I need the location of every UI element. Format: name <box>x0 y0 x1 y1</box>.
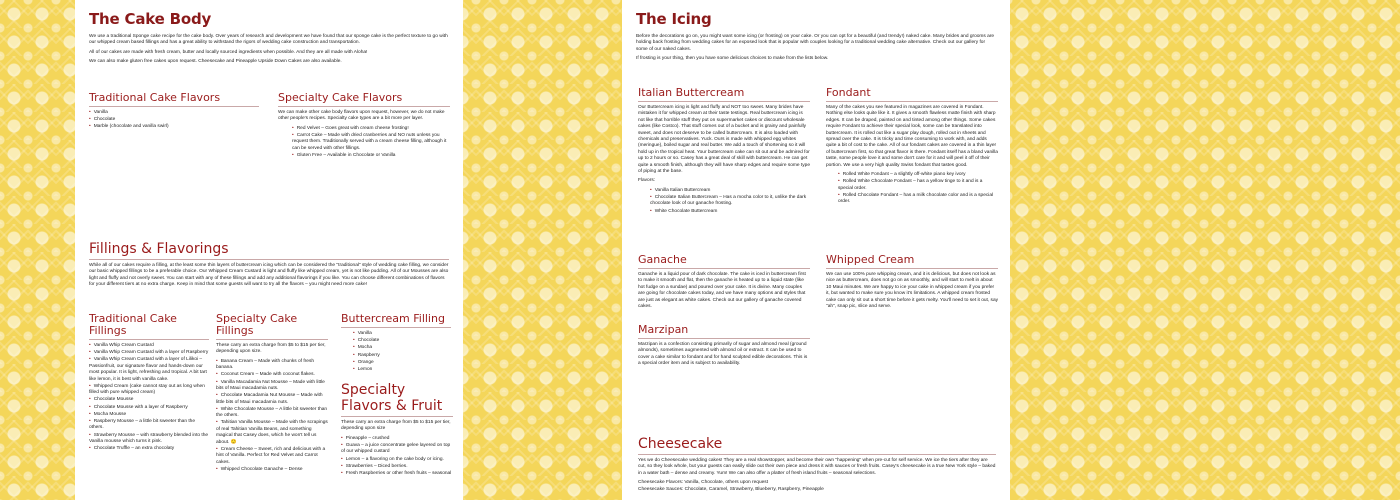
fondant-title: Fondant <box>826 87 998 102</box>
spec-fillings-title: Specialty Cake Fillings <box>216 313 328 340</box>
list-item: • Marble (chocolate and vanilla swirl) <box>89 124 259 130</box>
list-item: • Coconut Cream – Made with coconut flakes. <box>216 372 328 378</box>
italian-body: Our Buttercream icing is light and fluffy and NOT too sweet. Many brides have mistaken it for whipped cream at their taste testings. Real buttercream icing is not like that horrible stuff they put on supermarket cakes or discount wholesale cakes (like Costco). That stuff comes out of a bucket and is grainy and painfully sweet, and does not deserve to be called buttercream. It is also loaded with chemicals and preservatives. Yuck. Ours is made with whipped egg whites (meringue), boiled sugar and real butter. We add a touch of shortening so it will hold up in the tropical heat. Your buttercream cake can sit out and be admired for up to 2 hours or so. Casey has a great deal of skill with buttercream. He can get quite a smooth finish, although they will have sharp edges and require some type of piping at the base. <box>638 105 810 175</box>
spec-fruit-intro: These carry an extra charge from $5 to $15 per tier, depending upon size <box>341 420 451 432</box>
trad-fillings-section <box>89 313 209 453</box>
list-item: • Chocolate Macadamia Nut Mousse – Made with little bits of Maui macadamia nuts. <box>216 393 328 406</box>
list-item: • Carrot Cake – Made with dried cranberries and NO nuts unless you request them. Traditionally served with a cream cheese filling, although it can be served with other fillings. <box>292 133 450 152</box>
cake-body-p2: All of our cakes are made with fresh cream, butter and locally sourced ingredients when possible. And they are all made with Aloha! <box>89 49 368 55</box>
cake-body-p1: We use a traditional Sponge cake recipe for the cake body. Over years of research and development we have found that our sponge cake is the perfect texture to go with our whipped cream based fillings and has a great ability to withstand the rigors of wedding cake construction and transportation. <box>89 34 448 46</box>
icing-title: The Icing <box>636 10 712 28</box>
trad-fillings-title: Traditional Cake Fillings <box>89 313 209 340</box>
list-item: • Lemon – a flavoring on the cake body or icing. <box>341 457 453 463</box>
italian-section <box>638 87 810 216</box>
marzipan-body: Marzipan is a confection consisting primarily of sugar and almond meal (ground almonds), sometimes augmented with almond oil or extract. It can be used to cover a cake similar to fondant and for hand sculpted edible decorations. This is a special order item and is subject to availability. <box>638 342 808 367</box>
fondant-body: Many of the cakes you see featured in magazines are covered in Fondant. Nothing else looks quite like it. It gives a smooth flawless matte finish with sharp edges. It can be draped, painted on and tinted among other things. Some cakes require Fondant to achieve their special look, some can be translated into buttercream. It is rolled out like a sugar play dough, rolled out in sheets and spread over the cake. It is tricky and time consuming to work with, and adds quite a bit of cost to the cake. All of our fondant cakes are covered in a thin layer of buttercream first, so that great flavor is there. Fondant itself has a bland vanilla taste, some people love it and some don't care for it and will peel it off of their portion. We use a very high quality Swiss fondant that tastes good. <box>826 105 998 168</box>
ganache-title: Ganache <box>638 254 810 269</box>
ganache-section <box>638 254 810 313</box>
list-item: • Vanilla Whip Cream Custard with a layer of Raspberry <box>89 350 209 356</box>
cake-body-p3: We can also make gluten free cakes upon request. Cheesecake and Pineapple Upside Down Cakes are also available. <box>89 59 342 65</box>
list-item: • Whipped Cream (cake cannot stay out as long when filled with pure whipped cream) <box>89 384 209 397</box>
list-item: • Vanilla <box>353 331 451 337</box>
spec-fruit-section <box>341 382 453 478</box>
list-item: • Vanilla Macadamia Nut Mousse – Made with little bits of Maui macadamia nuts. <box>216 380 328 393</box>
list-item: • Cream Cheese – Sweet, rich and delicious with a hint of Vanilla. Perfect for Red Velvet and Carrot cakes. <box>216 447 328 466</box>
list-item: • Rolled White Chocolate Fondant – has a yellow tinge to it and is a special order. <box>838 179 998 192</box>
italian-flavors-label: Flavors: <box>638 178 656 184</box>
list-item: • Guava – a juice concentrate gelee layered on top of our whipped custard <box>341 443 453 456</box>
fillings-section <box>89 241 449 292</box>
list-item: • Chocolate Mousse <box>89 397 209 403</box>
spec-fruit-title: Specialty Flavors & Fruit <box>341 382 453 417</box>
list-item: • Mocha <box>353 345 451 351</box>
cheesecake-flavors: Cheesecake Flavors: Vanilla, Chocolate, others upon request <box>638 480 769 486</box>
icing-p2: If frosting is your thing, then you have some delicious choices to make from the lists below. <box>636 56 829 62</box>
list-item: • Strawberries – Diced berries. <box>341 464 453 470</box>
cheesecake-section <box>638 436 996 496</box>
list-item: • Vanilla Italian Buttercream <box>650 188 810 194</box>
marzipan-section <box>638 324 810 371</box>
traditional-flavors-section <box>89 92 259 132</box>
list-item: • Vanilla Whip Cream Custard <box>89 343 209 349</box>
list-item: • Chocolate Italian Buttercream – Has a mocha color to it, unlike the dark chocolate look of our ganache frosting. <box>650 195 810 208</box>
italian-title: Italian Buttercream <box>638 87 810 102</box>
list-item: • Gluten Free – Available in Chocolate or Vanilla <box>292 153 450 159</box>
list-item: • White Chocolate Mousse – A little bit sweeter than the others. <box>216 407 328 420</box>
list-item: • Chocolate Truffle – an extra chocolaty <box>89 446 209 452</box>
whipped-title: Whipped Cream <box>826 254 998 269</box>
fillings-title: Fillings & Flavorings <box>89 241 449 260</box>
list-item: • Fresh Raspberries or other fresh fruits – seasonal <box>341 471 453 477</box>
icing-p1: Before the decorations go on, you might want some icing (or frosting) on your cake. Or you can opt for a beautiful (and trendy!) naked cake. Many brides and grooms are holding back frosting from wedding cakes for an exposed look that is popular with couples looking for a traditional wedding cake alternative. Check out our gallery for some of our naked cakes. <box>636 34 995 52</box>
list-item: • Rolled Chocolate Fondant – has a milk chocolate color and is a special order. <box>838 193 998 206</box>
list-item: • Raspberry Mousse – a little bit sweeter than the others. <box>89 419 209 432</box>
list-item: • Chocolate Mousse with a layer of Raspberry <box>89 405 209 411</box>
fondant-section <box>826 87 998 206</box>
specialty-flavors-section <box>278 92 450 160</box>
list-item: • White Chocolate Buttercream <box>650 209 810 215</box>
specialty-flavors-intro: We can make other cake body flavors upon request, however, we do not make other people's recipes. Specialty cake types are a bit more per layer. <box>278 110 445 122</box>
list-item: • Chocolate <box>353 338 451 344</box>
buttercream-filling-section <box>341 313 451 374</box>
list-item: • Mocha Mousse <box>89 412 209 418</box>
fillings-intro: While all of our cakes require a filling, at the least some thin layers of buttercream icing which can be considered the "traditional" style of wedding cake filling, we consider our basic whipped fillings to be a preferable choice. Our Whipped Cream Custard is light and fluffy like whipped cream, yet is not like pudding. All of our Mousses are also light and fluffy and not overly sweet. You can start with any of these fillings and add any additional flavorings if you like. You can choose different combinations of flavors for your different tiers at no extra charge. Keep in mind that some guests will want to try all the flavors – you might need more cake! <box>89 263 449 288</box>
list-item: • Pineapple – crushed <box>341 436 453 442</box>
marzipan-title: Marzipan <box>638 324 810 339</box>
spec-fillings-intro: These carry an extra charge from $5 to $15 per tier, depending upon size. <box>216 343 326 355</box>
whipped-body: We can use 100% pure whipping cream, and it is delicious, but does not look as nice as buttercream, does not go on as smoothly, and will start to melt in about 10 Maui minutes. We are happy to ice your cake in whipped cream if you prefer it, but wanted to make sure you know it's limitations. A whipped cream frosted cake can only sit out a short time before it gets melty. You'll need to set it out, say "ah", snap pic, slice and serve. <box>826 272 999 310</box>
page-right <box>622 0 1010 500</box>
list-item: • Tahitian Vanilla Mousse – Made with the scrapings of real Tahitian Vanilla Beans, and something magical that Casey does, which he won't tell us about. 🙂 <box>216 420 328 446</box>
page-left <box>75 0 463 500</box>
list-item: • Chocolate <box>89 117 259 123</box>
list-item: • Rolled White Fondant – a slightly off-white piano key ivory <box>838 172 998 178</box>
cheesecake-body: Yes we do Cheesecake wedding cakes! They are a real showstopper, and become their own "happening" when pre-cut for self service. We ice the tiers after they are cut, so they look whole, but your guests can easily slide out their own piece and dress it with sauces or fresh fruits. Casey's cheesecake is a true New York style – baked in a water bath – dense and creamy. Yum! We can also offer a platter of fresh island fruits – seasonal selections. <box>638 458 996 476</box>
buttercream-filling-title: Buttercream Filling <box>341 313 451 328</box>
cake-body-title: The Cake Body <box>89 10 212 28</box>
list-item: • Vanilla Whip Cream Custard with a layer of Lilikoi – Passionfruit, our signature flavor and hands-down our most popular. It is light, refreshing and tropical. A bit tart like lemon, it is best with vanilla cake. <box>89 357 209 383</box>
list-item: • Red Velvet – Goes great with cream cheese frosting! <box>292 126 450 132</box>
traditional-flavors-title: Traditional Cake Flavors <box>89 92 259 107</box>
ganache-body: Ganache is a liquid pour of dark chocolate. The cake is iced in buttercream first to make it smooth and flat, then the ganache is heated up to a liquid state (like hot fudge on a sundae) and poured over your cake. It is divine. Many couples are going for chocolate cakes today, and we have many options and styles that are just as elegant as white cakes. Check out our gallery of ganache covered cakes. <box>638 272 806 310</box>
whipped-section <box>826 254 998 313</box>
cheesecake-title: Cheesecake <box>638 436 996 455</box>
specialty-flavors-title: Specialty Cake Flavors <box>278 92 450 107</box>
list-item: • Lemon <box>353 367 451 373</box>
list-item: • Whipped Chocolate Ganache – Dense <box>216 467 328 473</box>
list-item: • Raspberry <box>353 353 451 359</box>
list-item: • Banana Cream – Made with chunks of fresh banana. <box>216 359 328 372</box>
list-item: • Strawberry Mousse – with strawberry blended into the Vanilla mousse which turns it pink. <box>89 433 209 446</box>
list-item: • Orange <box>353 360 451 366</box>
list-item: • Vanilla <box>89 110 259 116</box>
spec-fillings-section <box>216 313 328 474</box>
cheesecake-sauces: Cheesecake Sauces: Chocolate, Caramel, Strawberry, Blueberry, Raspberry, Pineapple <box>638 486 824 492</box>
